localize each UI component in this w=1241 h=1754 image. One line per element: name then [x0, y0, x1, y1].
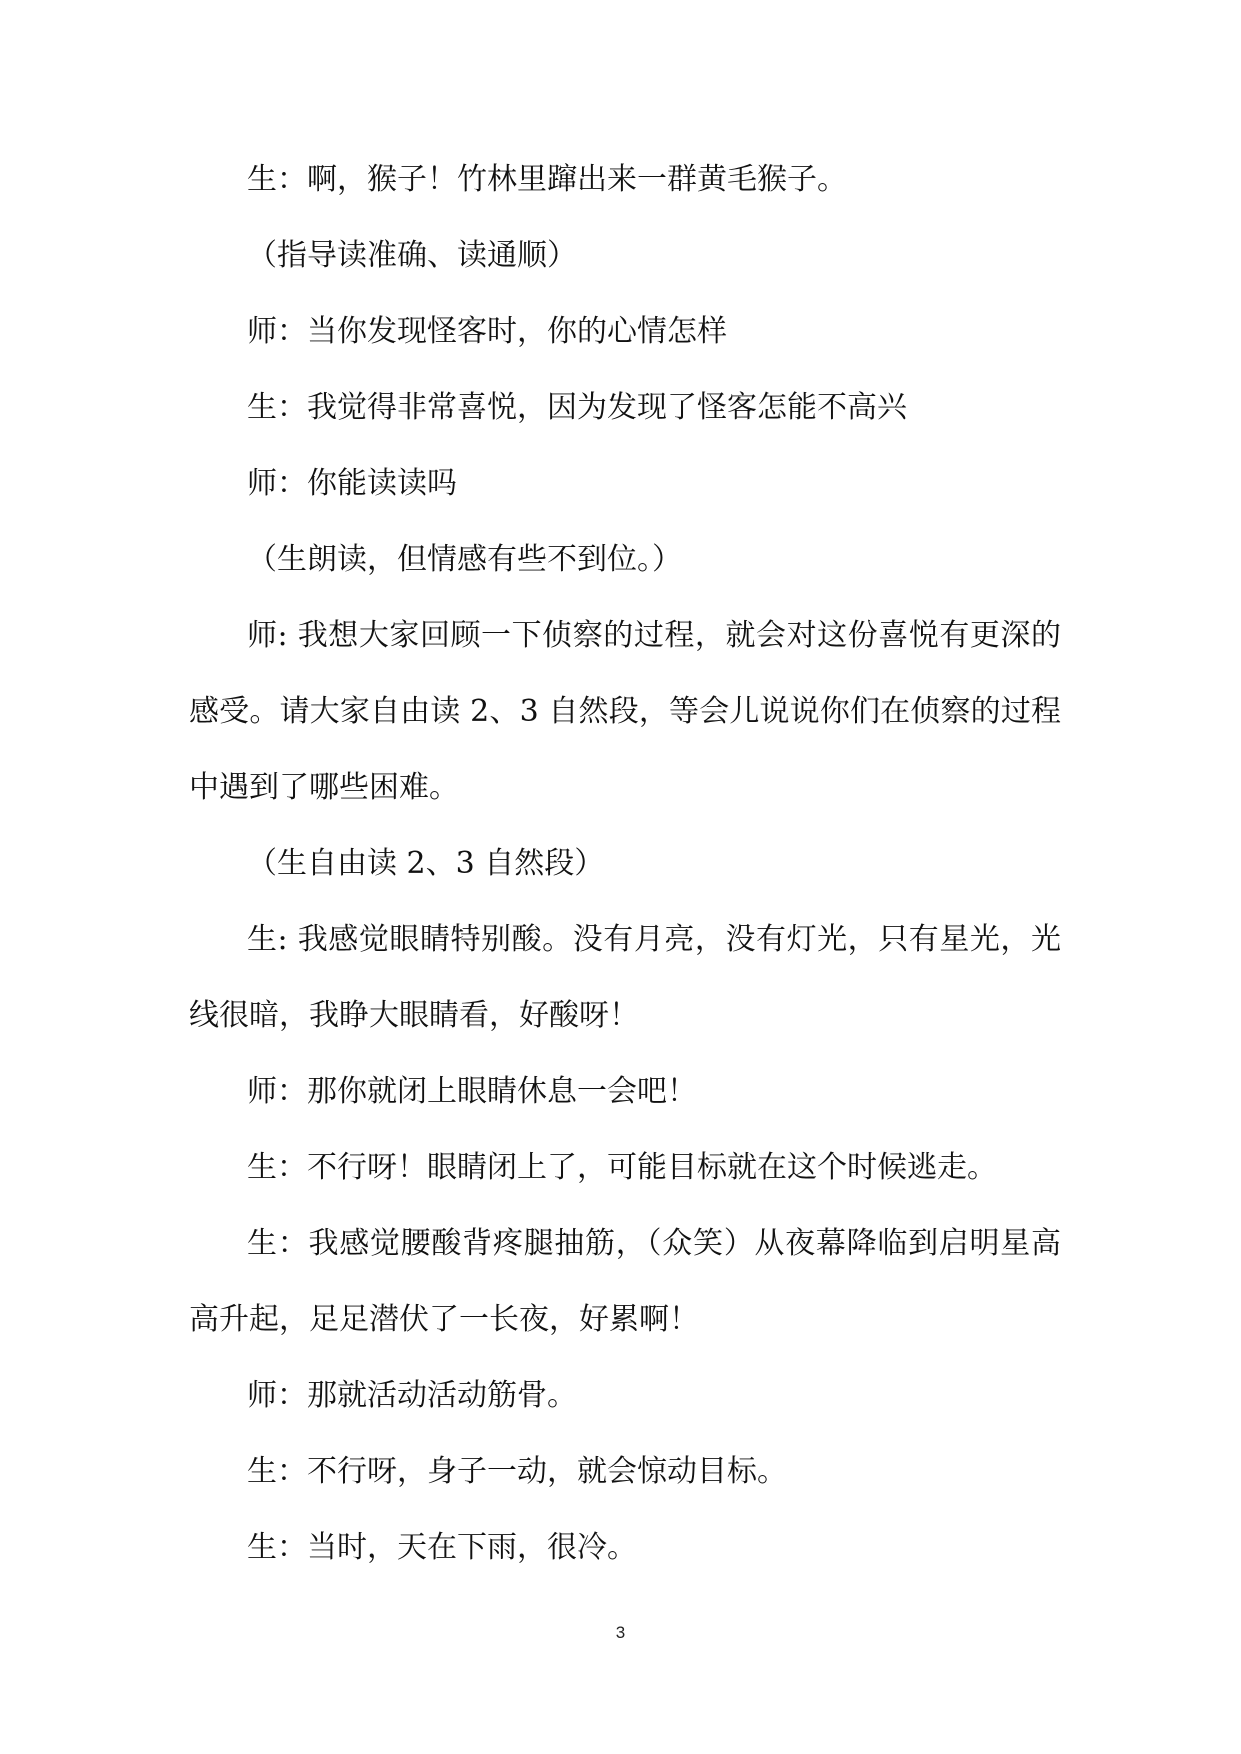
- page-number: 3: [615, 1623, 626, 1642]
- paragraph: 生: 我感觉眼睛特别酸。没有月亮，没有灯光，只有星光，光线很暗，我睁大眼睛看，好酸呀！: [189, 922, 1061, 1033]
- paragraph: 生：我感觉腰酸背疼腿抽筋，（众笑）从夜幕降临到启明星高高升起，足足潜伏了一长夜，好累啊！: [189, 1226, 1061, 1337]
- paragraph: 生：不行呀，身子一动，就会惊动目标。: [247, 1454, 787, 1489]
- paragraph: （指导读准确、读通顺）: [247, 238, 577, 273]
- paragraph: （生自由读 2、3 自然段）: [247, 846, 605, 881]
- paragraph: 生：啊，猴子！竹林里蹿出来一群黄毛猴子。: [247, 162, 847, 197]
- paragraph: 生：不行呀！眼睛闭上了，可能目标就在这个时候逃走。: [247, 1150, 997, 1185]
- paragraph: 师：那你就闭上眼睛休息一会吧！: [247, 1074, 697, 1109]
- paragraph: 生：当时，天在下雨，很冷。: [247, 1530, 637, 1565]
- document-body: [189, 142, 1061, 1586]
- paragraph: 生：我觉得非常喜悦，因为发现了怪客怎能不高兴: [247, 390, 907, 425]
- paragraph: 师: 我想大家回顾一下侦察的过程，就会对这份喜悦有更深的感受。请大家自由读 2、3 自然段，等会儿说说你们在侦察的过程中遇到了哪些困难。: [189, 618, 1061, 805]
- paragraph: （生朗读，但情感有些不到位。）: [247, 542, 682, 577]
- paragraph: 师：你能读读吗: [247, 466, 457, 501]
- paragraph: 师：那就活动活动筋骨。: [247, 1378, 577, 1413]
- paragraph: 师：当你发现怪客时，你的心情怎样: [247, 314, 727, 349]
